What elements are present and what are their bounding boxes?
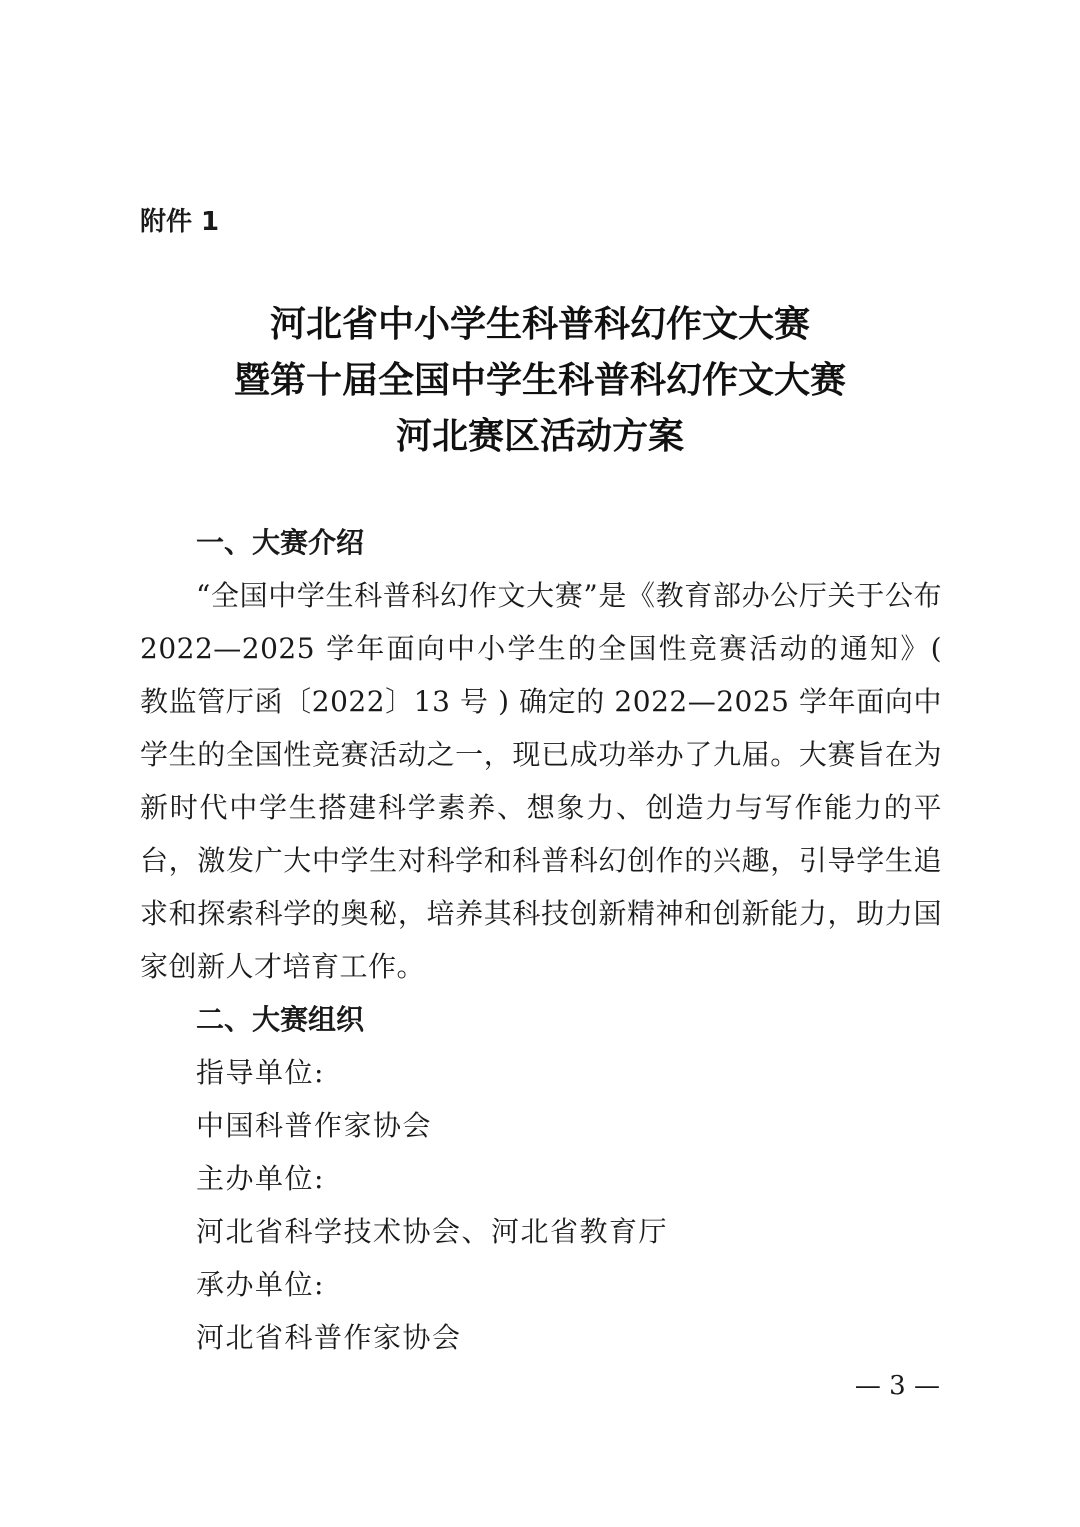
page-number: — 3 — (854, 1371, 940, 1401)
guidance-unit-value: 中国科普作家协会 (196, 1109, 433, 1142)
host-unit-label: 主办单位: (196, 1162, 325, 1195)
document-body (140, 516, 942, 1364)
document-title (0, 296, 1080, 464)
attachment-label: 附件 1 (140, 207, 220, 237)
organizer-unit-label: 承办单位: (196, 1268, 325, 1301)
guidance-unit-label: 指导单位: (196, 1056, 325, 1089)
section-heading-organization: 二、大赛组织 (196, 1003, 365, 1036)
intro-paragraph: “全国中学生科普科幻作文大赛”是《教育部办公厅关于公布 2022—2025 学年面向中小学生的全国性竞赛活动的通知》( 教监管厅函〔2022〕13 号 ) 确定的 2022—2025 学年面向中学生的全国性竞赛活动之一，现已成功举办了九届。大赛旨在为新时代中学生搭建科学素养、想象力、创造力与写作能力的平台，激发广大中学生对科学和科普科幻创作的兴趣，引导学生追求和探索科学的奥秘，培养其科技创新精神和创新能力，助力国家创新人才培育工作。 (140, 579, 942, 983)
section-heading-intro: 一、大赛介绍 (196, 526, 365, 559)
title-line: 河北赛区活动方案 (395, 415, 684, 457)
title-line: 暨第十届全国中学生科普科幻作文大赛 (233, 359, 846, 401)
organizer-unit-value: 河北省科普作家协会 (196, 1321, 462, 1354)
host-unit-value: 河北省科学技术协会、河北省教育厅 (196, 1215, 669, 1248)
title-line: 河北省中小学生科普科幻作文大赛 (269, 303, 810, 345)
